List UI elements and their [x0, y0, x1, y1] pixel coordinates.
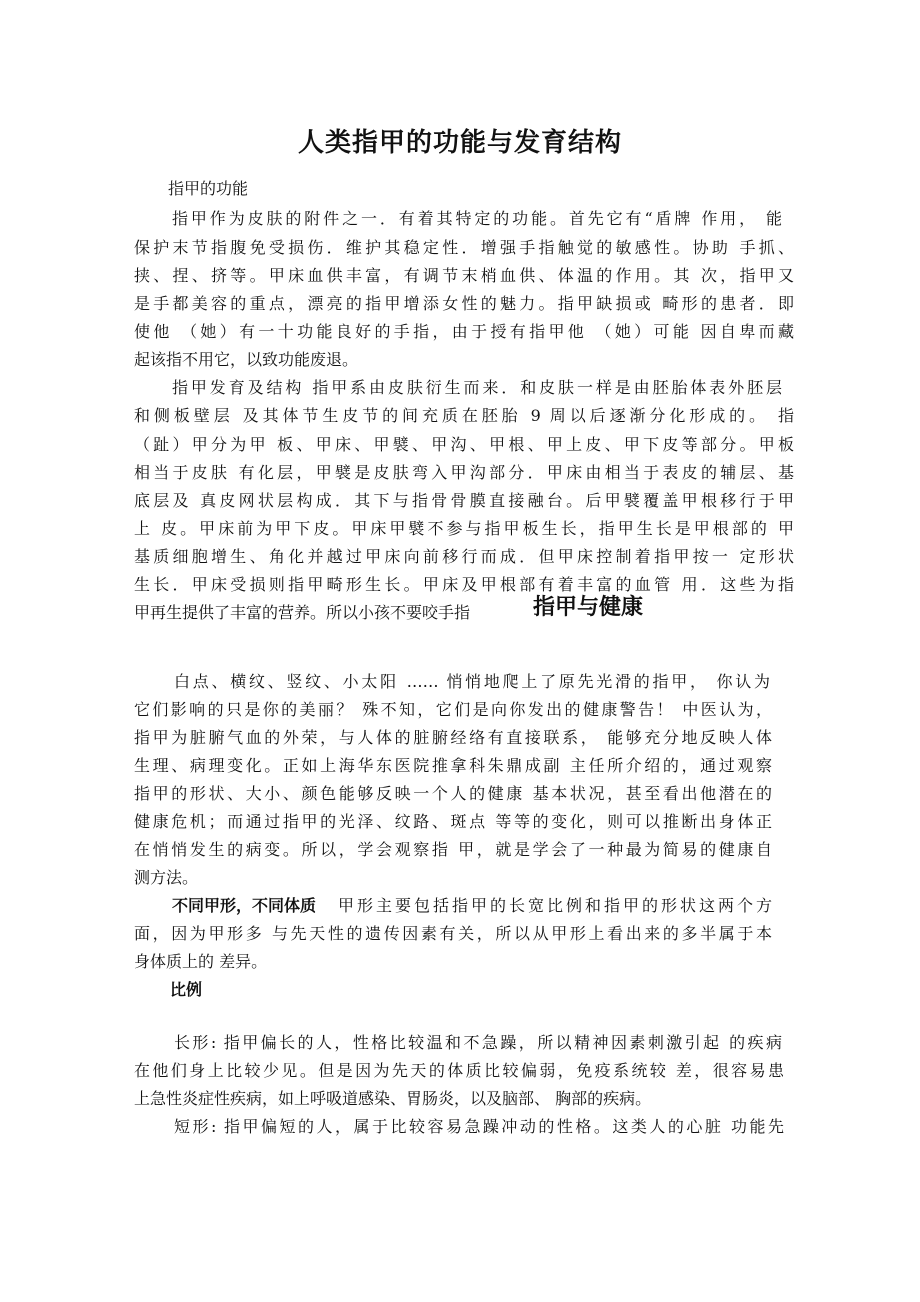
paragraph-line: 使他 （她）有一十功能良好的手指，由于授有指甲他 （她）可能 因自卑而藏 — [134, 322, 794, 341]
paragraph-line: 基质细胞增生、角化并越过甲床向前移行而成．但甲床控制着指甲按一 定形状 — [134, 547, 794, 566]
section-heading-function: 指甲的功能 — [168, 179, 249, 198]
paragraph-line: 它们影响的只是你的美丽？ 殊不知，它们是向你发出的健康警告！ 中医认为， — [134, 700, 772, 719]
paragraph-line: 身体质上的 差异。 — [134, 952, 268, 971]
paragraph-line: 指甲的形状、大小、颜色能够反映一个人的健康 基本状况，甚至看出他潜在的 — [134, 784, 772, 803]
paragraph-line: 挟、捏、挤等。甲床血供丰富，有调节末梢血供、体温的作用。其 次，指甲又 — [134, 266, 794, 285]
section-heading-health: 指甲与健康 — [533, 595, 644, 620]
paragraph-line: 面，因为甲形多 与先天性的遗传因素有关，所以从甲形上看出来的多半属于本 — [134, 924, 772, 943]
paragraph-line: （趾）甲分为甲 板、甲床、甲襞、甲沟、甲根、甲上皮、甲下皮等部分。甲板 — [134, 435, 794, 454]
paragraph-line: 短形: 指甲偏短的人，属于比较容易急躁冲动的性格。这类人的心脏 功能先 — [174, 1117, 784, 1136]
paragraph-line: 在悄悄发生的病变。所以，学会观察指 甲，就是学会了一种最为简易的健康自 — [134, 840, 772, 859]
paragraph-line: 健康危机；而通过指甲的光泽、纹路、斑点 等等的变化，则可以推断出身体正 — [134, 812, 772, 831]
page-title: 人类指甲的功能与发育结构 — [297, 128, 622, 158]
paragraph-line: 测方法。 — [134, 868, 199, 887]
paragraph-line: 生理、病理变化。正如上海华东医院推拿科朱鼎成副 主任所介绍的，通过观察 — [134, 756, 772, 775]
paragraph-line: 长形: 指甲偏长的人，性格比较温和不急躁，所以精神因素刺激引起 的疾病 — [174, 1033, 782, 1052]
paragraph-line: 保护末节指腹免受损伤．维护其稳定性．增强手指触觉的敏感性。协助 手抓、 — [134, 238, 794, 257]
paragraph-line: 在他们身上比较少见。但是因为先天的体质比较偏弱，免疫系统较 差，很容易患 — [134, 1061, 784, 1080]
paragraph-line: 指甲作为皮肤的附件之一．有着其特定的功能。首先它有“盾牌 作用， 能 — [172, 209, 782, 228]
paragraph-line: 底层及 真皮网状层构成．其下与指骨骨膜直接融台。后甲襞覆盖甲根移行于甲 — [134, 491, 794, 510]
paragraph-line: 是手都美容的重点，漂亮的指甲增添女性的魅力。指甲缺损或 畸形的患者．即 — [134, 294, 794, 313]
bold-lead-phrase: 不同甲形，不同体质 — [172, 896, 317, 915]
paragraph-line: 相当于皮肤 有化层，甲襞是皮肤弯入甲沟部分．甲床由相当于表皮的辅层、基 — [134, 463, 794, 482]
paragraph-line: 白点、横纹、竖纹、小太阳 …… 悄悄地爬上了原先光滑的指甲， 你认为 — [174, 672, 770, 691]
paragraph-line: 上 皮。甲床前为甲下皮。甲床甲襞不参与指甲板生长，指甲生长是甲根部的 甲 — [134, 519, 794, 538]
paragraph-line: 和侧板壁层 及其体节生皮节的间充质在胚胎 9 周以后逐渐分化形成的。 指 — [134, 406, 794, 425]
paragraph-line: 上急性炎症性疾病，如上呼吸道感染、胃肠炎，以及脑部、 胸部的疾病。 — [134, 1089, 652, 1108]
section-heading-ratio: 比例 — [170, 980, 203, 999]
paragraph-line: 甲再生提供了丰富的营养。所以小孩不要咬手指 — [134, 603, 471, 622]
paragraph-line: 指甲为脏腑气血的外荣，与人体的脏腑经络有直接联系， 能够充分地反映人体 — [134, 728, 772, 747]
paragraph-line: 起该指不用它，以致功能废退。 — [134, 350, 359, 369]
paragraph-line: 指甲发育及结构 指甲系由皮肤衍生而来．和皮肤一样是由胚胎体表外胚层 — [172, 378, 782, 397]
paragraph-line: 甲形主要包括指甲的长宽比例和指甲的形状这两个方 — [338, 896, 772, 915]
paragraph-line: 生长．甲床受损则指甲畸形生长。甲床及甲根部有着丰富的血管 用．这些为指 — [134, 575, 794, 594]
